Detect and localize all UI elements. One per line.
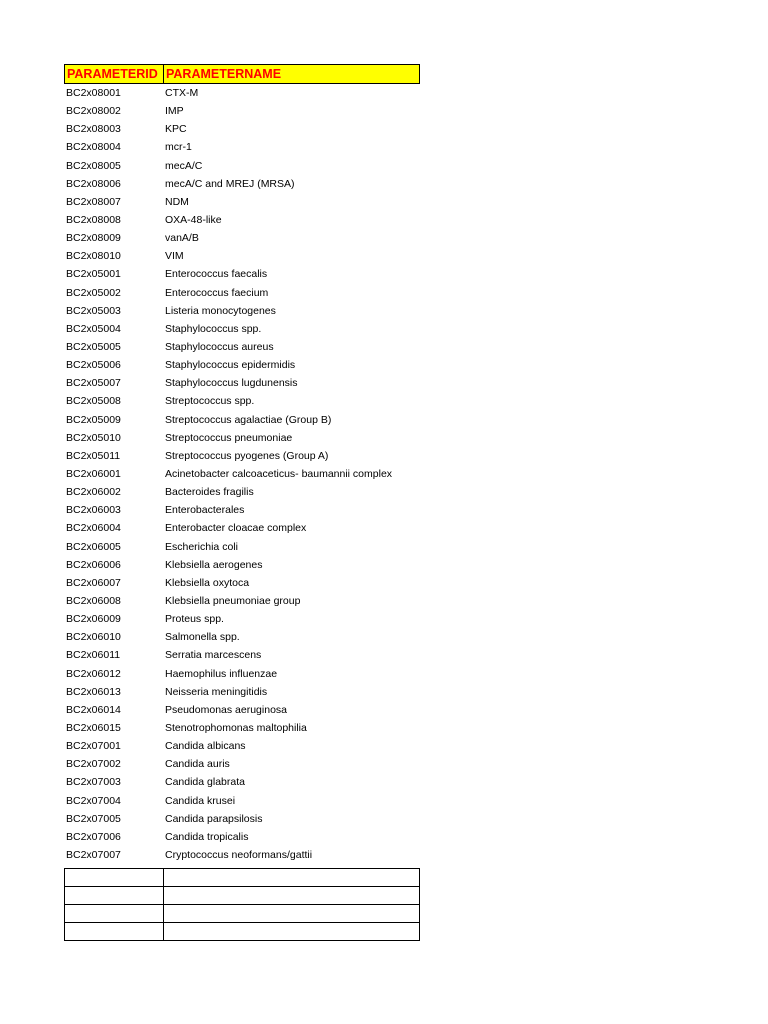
header-parameterid: PARAMETERID xyxy=(65,65,164,83)
parameter-name-cell: NDM xyxy=(165,195,189,208)
parameter-id-cell: BC2x07006 xyxy=(66,830,121,843)
table-row xyxy=(64,211,420,229)
parameter-id-cell: BC2x08002 xyxy=(66,105,121,118)
table-row xyxy=(64,120,420,138)
table-row xyxy=(64,338,420,356)
table-row xyxy=(64,411,420,429)
parameter-id-cell: BC2x07007 xyxy=(66,848,121,861)
parameter-id-cell: BC2x05005 xyxy=(66,341,121,354)
parameter-name-cell: mecA/C and MREJ (MRSA) xyxy=(165,177,295,190)
parameter-id-cell: BC2x06004 xyxy=(66,522,121,535)
parameter-name-cell: Enterococcus faecalis xyxy=(165,268,268,281)
parameter-id-cell: BC2x06009 xyxy=(66,613,121,626)
parameter-id-cell: BC2x08009 xyxy=(66,232,121,245)
parameter-name-cell: Staphylococcus spp. xyxy=(165,322,262,335)
parameter-table xyxy=(64,64,420,864)
table-row xyxy=(64,501,420,519)
parameter-id-cell: BC2x06010 xyxy=(66,631,121,644)
table-row xyxy=(64,610,420,628)
empty-table-row xyxy=(65,923,420,941)
table-row xyxy=(64,628,420,646)
parameter-name-cell: Serratia marcescens xyxy=(165,649,262,662)
parameter-name-cell: Klebsiella oxytoca xyxy=(165,576,250,589)
parameter-name-cell: mecA/C xyxy=(165,159,203,172)
parameter-name-cell: Acinetobacter calcoaceticus- baumannii complex xyxy=(165,468,393,481)
empty-id-cell xyxy=(65,887,164,905)
table-row xyxy=(64,157,420,175)
parameter-id-cell: BC2x05011 xyxy=(66,449,121,462)
table-row xyxy=(64,320,420,338)
table-row xyxy=(64,519,420,537)
table-row xyxy=(64,665,420,683)
parameter-name-cell: Staphylococcus lugdunensis xyxy=(165,377,298,390)
parameter-id-cell: BC2x06014 xyxy=(66,703,121,716)
parameter-id-cell: BC2x07003 xyxy=(66,776,121,789)
table-row xyxy=(64,592,420,610)
parameter-id-cell: BC2x06011 xyxy=(66,649,121,662)
parameter-id-cell: BC2x06001 xyxy=(66,468,121,481)
parameter-id-cell: BC2x05001 xyxy=(66,268,121,281)
parameter-id-cell: BC2x08006 xyxy=(66,177,121,190)
parameter-name-cell: Neisseria meningitidis xyxy=(165,685,268,698)
parameter-name-cell: Candida tropicalis xyxy=(165,830,249,843)
parameter-name-cell: Streptococcus pneumoniae xyxy=(165,431,293,444)
table-row xyxy=(64,102,420,120)
parameter-name-cell: Staphylococcus epidermidis xyxy=(165,359,296,372)
parameter-id-cell: BC2x05007 xyxy=(66,377,121,390)
parameter-name-cell: Salmonella spp. xyxy=(165,631,240,644)
parameter-id-cell: BC2x06003 xyxy=(66,504,121,517)
parameter-id-cell: BC2x07001 xyxy=(66,740,121,753)
table-body xyxy=(64,84,420,864)
empty-id-cell xyxy=(65,869,164,887)
parameter-id-cell: BC2x06012 xyxy=(66,667,121,680)
table-row xyxy=(64,646,420,664)
table-row xyxy=(64,737,420,755)
parameter-id-cell: BC2x08008 xyxy=(66,214,121,227)
parameter-name-cell: Candida krusei xyxy=(165,794,236,807)
table-row xyxy=(64,538,420,556)
parameter-id-cell: BC2x08001 xyxy=(66,87,121,100)
table-row xyxy=(64,138,420,156)
table-row xyxy=(64,719,420,737)
table-row xyxy=(64,229,420,247)
parameter-id-cell: BC2x08007 xyxy=(66,195,121,208)
parameter-name-cell: Enterobacter cloacae complex xyxy=(165,522,307,535)
parameter-id-cell: BC2x07005 xyxy=(66,812,121,825)
empty-table-row xyxy=(65,905,420,923)
empty-id-cell xyxy=(65,923,164,941)
table-row xyxy=(64,828,420,846)
table-row xyxy=(64,574,420,592)
table-row xyxy=(64,193,420,211)
parameter-id-cell: BC2x07002 xyxy=(66,758,121,771)
parameter-name-cell: Enterobacterales xyxy=(165,504,245,517)
parameter-id-cell: BC2x05002 xyxy=(66,286,121,299)
empty-table-row xyxy=(65,869,420,887)
empty-name-cell xyxy=(164,887,420,905)
parameter-name-cell: Cryptococcus neoformans/gattii xyxy=(165,848,313,861)
parameter-id-cell: BC2x06015 xyxy=(66,721,121,734)
parameter-name-cell: Candida parapsilosis xyxy=(165,812,263,825)
parameter-name-cell: KPC xyxy=(165,123,187,136)
parameter-id-cell: BC2x05006 xyxy=(66,359,121,372)
empty-bordered-rows xyxy=(64,868,420,941)
parameter-name-cell: Proteus spp. xyxy=(165,613,224,626)
table-row xyxy=(64,465,420,483)
table-row xyxy=(64,429,420,447)
parameter-name-cell: mcr-1 xyxy=(165,141,192,154)
empty-id-cell xyxy=(65,905,164,923)
parameter-name-cell: Candida glabrata xyxy=(165,776,245,789)
parameter-id-cell: BC2x05003 xyxy=(66,304,121,317)
parameter-id-cell: BC2x06005 xyxy=(66,540,121,553)
parameter-name-cell: Klebsiella aerogenes xyxy=(165,558,263,571)
parameter-id-cell: BC2x06006 xyxy=(66,558,121,571)
table-row xyxy=(64,810,420,828)
parameter-id-cell: BC2x05009 xyxy=(66,413,121,426)
parameter-id-cell: BC2x06008 xyxy=(66,595,121,607)
table-row xyxy=(64,773,420,791)
parameter-name-cell: Listeria monocytogenes xyxy=(165,304,276,317)
parameter-id-cell: BC2x06013 xyxy=(66,685,121,698)
empty-table-row xyxy=(65,887,420,905)
parameter-name-cell: CTX-M xyxy=(165,87,199,100)
parameter-name-cell: Bacteroides fragilis xyxy=(165,486,254,499)
parameter-id-cell: BC2x05004 xyxy=(66,322,121,335)
parameter-name-cell: OXA-48-like xyxy=(165,214,222,227)
parameter-name-cell: Staphylococcus aureus xyxy=(165,341,274,354)
table-row xyxy=(64,447,420,465)
parameter-name-cell: Streptococcus pyogenes (Group A) xyxy=(165,449,329,462)
table-row xyxy=(64,356,420,374)
table-row xyxy=(64,284,420,302)
parameter-name-cell: Candida auris xyxy=(165,758,230,771)
table-row xyxy=(64,556,420,574)
empty-name-cell xyxy=(164,905,420,923)
table-row xyxy=(64,846,420,864)
parameter-name-cell: Candida albicans xyxy=(165,740,246,753)
parameter-name-cell: Streptococcus spp. xyxy=(165,395,255,408)
parameter-id-cell: BC2x07004 xyxy=(66,794,121,807)
parameter-id-cell: BC2x08003 xyxy=(66,123,121,136)
parameter-name-cell: Klebsiella pneumoniae group xyxy=(165,595,301,607)
table-row xyxy=(64,392,420,410)
table-row xyxy=(64,791,420,809)
parameter-id-cell: BC2x08005 xyxy=(66,159,121,172)
parameter-name-cell: Stenotrophomonas maltophilia xyxy=(165,721,307,734)
parameter-name-cell: IMP xyxy=(165,105,184,118)
parameter-id-cell: BC2x06007 xyxy=(66,576,121,589)
table-row xyxy=(64,483,420,501)
parameter-id-cell: BC2x05008 xyxy=(66,395,121,408)
parameter-name-cell: Enterococcus faecium xyxy=(165,286,269,299)
parameter-name-cell: Streptococcus agalactiae (Group B) xyxy=(165,413,332,426)
parameter-name-cell: Haemophilus influenzae xyxy=(165,667,278,680)
table-row xyxy=(64,701,420,719)
parameter-id-cell: BC2x06002 xyxy=(66,486,121,499)
empty-name-cell xyxy=(164,923,420,941)
parameter-name-cell: vanA/B xyxy=(165,232,199,245)
table-row xyxy=(64,84,420,102)
table-row xyxy=(64,175,420,193)
empty-name-cell xyxy=(164,869,420,887)
table-row xyxy=(64,374,420,392)
table-row xyxy=(64,265,420,283)
header-parametername: PARAMETERNAME xyxy=(166,67,282,81)
parameter-name-cell: Escherichia coli xyxy=(165,540,238,553)
parameter-id-cell: BC2x08004 xyxy=(66,141,121,154)
parameter-id-cell: BC2x08010 xyxy=(66,250,121,263)
parameter-name-cell: Pseudomonas aeruginosa xyxy=(165,703,288,716)
table-row xyxy=(64,247,420,265)
table-row xyxy=(64,302,420,320)
table-row xyxy=(64,755,420,773)
parameter-name-cell: VIM xyxy=(165,250,184,263)
table-row xyxy=(64,683,420,701)
parameter-id-cell: BC2x05010 xyxy=(66,431,121,444)
table-header-row xyxy=(64,64,420,84)
